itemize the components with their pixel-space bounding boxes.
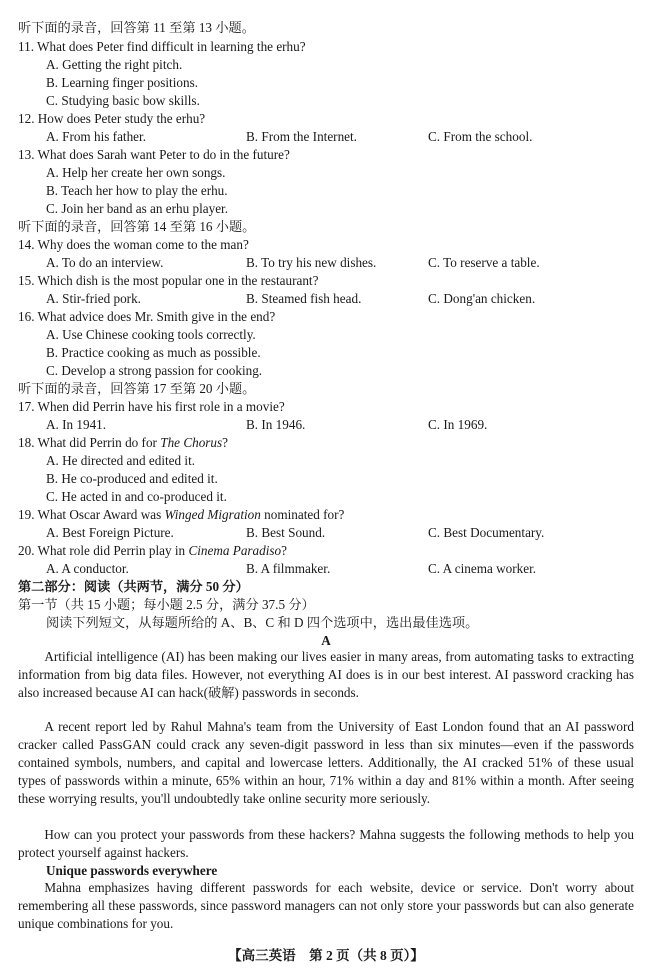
q18-option-b: B. He co-produced and edited it. bbox=[46, 471, 218, 486]
q12-option-c: C. From the school. bbox=[428, 129, 533, 144]
q12-option-a: A. From his father. bbox=[46, 129, 146, 144]
q11-option-c: C. Studying basic bow skills. bbox=[46, 93, 200, 108]
q18-option-c: C. He acted in and co-produced it. bbox=[46, 489, 227, 504]
q14-options bbox=[46, 254, 646, 271]
question-17: 17. When did Perrin have his first role in a movie? bbox=[18, 399, 285, 414]
question-18 bbox=[18, 434, 228, 451]
q17-option-c: C. In 1969. bbox=[428, 417, 488, 432]
passage-paragraph-2: A recent report led by Rahul Mahna's team from the University of East London found that an AI password cracker called PassGAN could crack any seven-digit password in less than six minutes—even if the passwords contained symbols, numbers, and capital and lowercase letters. Additionally, the AI cracked 51% of these usual types of passwords within a minute, 65% within an hour, 71% within a day and 81% within a month. After seeing these worrying results, you'll undoubtedly take online security more seriously. bbox=[18, 719, 634, 806]
q20-stem-end: ? bbox=[281, 543, 287, 558]
q19-film-title: Winged Migration bbox=[164, 507, 261, 522]
listening-instruction: 听下面的录音，回答第 11 至第 13 小题。 bbox=[18, 20, 255, 35]
section-one-heading: 第一节（共 15 小题；每小题 2.5 分，满分 37.5 分） bbox=[18, 597, 315, 612]
q20-film-title: Cinema Paradiso bbox=[188, 543, 282, 558]
listening-instruction: 听下面的录音，回答第 14 至第 16 小题。 bbox=[18, 219, 256, 234]
q19-option-b: B. Best Sound. bbox=[246, 525, 326, 540]
q15-option-a: A. Stir-fried pork. bbox=[46, 291, 141, 306]
q17-option-b: B. In 1946. bbox=[246, 417, 306, 432]
q16-option-c: C. Develop a strong passion for cooking. bbox=[46, 363, 263, 378]
q14-option-a: A. To do an interview. bbox=[46, 255, 164, 270]
question-13: 13. What does Sarah want Peter to do in the future? bbox=[18, 147, 290, 162]
question-16: 16. What advice does Mr. Smith give in the end? bbox=[18, 309, 276, 324]
question-20 bbox=[18, 542, 287, 559]
q13-option-a: A. Help her create her own songs. bbox=[46, 165, 226, 180]
q16-option-b: B. Practice cooking as much as possible. bbox=[46, 345, 261, 360]
q20-options bbox=[46, 560, 646, 577]
passage-paragraph-1: Artificial intelligence (AI) has been making our lives easier in many areas, from automating tasks to extracting information from big data files. However, not everything AI does is in our best interest. AI password cracking has also increased because AI can hack(破解) passwords in seconds. bbox=[18, 649, 634, 700]
passage-label: A bbox=[321, 633, 331, 648]
q14-option-b: B. To try his new dishes. bbox=[246, 255, 377, 270]
q15-option-b: B. Steamed fish head. bbox=[246, 291, 362, 306]
passage-paragraph-3: How can you protect your passwords from these hackers? Mahna suggests the following methods to help you protect yourself against hackers. bbox=[18, 827, 634, 860]
question-15: 15. Which dish is the most popular one in the restaurant? bbox=[18, 273, 319, 288]
q11-option-b: B. Learning finger positions. bbox=[46, 75, 198, 90]
q19-stem-end: nominated for? bbox=[260, 507, 345, 522]
q18-stem-end: ? bbox=[222, 435, 229, 450]
q17-option-a: A. In 1941. bbox=[46, 417, 107, 432]
listening-instruction: 听下面的录音，回答第 17 至第 20 小题。 bbox=[18, 381, 256, 396]
q15-option-c: C. Dong'an chicken. bbox=[428, 291, 536, 306]
question-12: 12. How does Peter study the erhu? bbox=[18, 111, 206, 126]
q19-option-a: A. Best Foreign Picture. bbox=[46, 525, 174, 540]
q12-options bbox=[46, 128, 646, 145]
part-two-heading: 第二部分：阅读（共两节，满分 50 分） bbox=[18, 579, 249, 594]
question-19 bbox=[18, 506, 344, 523]
q15-options bbox=[46, 290, 646, 307]
q11-option-a: A. Getting the right pitch. bbox=[46, 57, 183, 72]
q13-option-b: B. Teach her how to play the erhu. bbox=[46, 183, 228, 198]
question-11: 11. What does Peter find difficult in learning the erhu? bbox=[18, 39, 306, 54]
q18-stem-text: 18. What did Perrin do for bbox=[18, 435, 161, 450]
q19-option-c: C. Best Documentary. bbox=[428, 525, 545, 540]
q17-options bbox=[46, 416, 646, 433]
reading-instructions: 阅读下列短文，从每题所给的 A、B、C 和 D 四个选项中，选出最佳选项。 bbox=[46, 615, 479, 630]
q13-option-c: C. Join her band as an erhu player. bbox=[46, 201, 229, 216]
page-footer: 【高三英语 第 2 页（共 8 页）】 bbox=[228, 948, 424, 963]
question-14: 14. Why does the woman come to the man? bbox=[18, 237, 249, 252]
passage-paragraph-4: Mahna emphasizes having different passwords for each website, device or service. Don't worry about remembering all these passwords, since password managers can not only store your passwords but can also generate unique combinations for you. bbox=[18, 880, 634, 931]
q18-film-title: The Chorus bbox=[160, 435, 223, 450]
q20-option-b: B. A filmmaker. bbox=[246, 561, 331, 576]
q20-option-a: A. A conductor. bbox=[46, 561, 129, 576]
q20-stem-text: 20. What role did Perrin play in bbox=[18, 543, 189, 558]
passage-subheading: Unique passwords everywhere bbox=[46, 863, 218, 878]
q19-options bbox=[46, 524, 646, 541]
q20-option-c: C. A cinema worker. bbox=[428, 561, 537, 576]
q19-stem-text: 19. What Oscar Award was bbox=[18, 507, 165, 522]
q16-option-a: A. Use Chinese cooking tools correctly. bbox=[46, 327, 256, 342]
q18-option-a: A. He directed and edited it. bbox=[46, 453, 196, 468]
q12-option-b: B. From the Internet. bbox=[246, 129, 357, 144]
q14-option-c: C. To reserve a table. bbox=[428, 255, 540, 270]
